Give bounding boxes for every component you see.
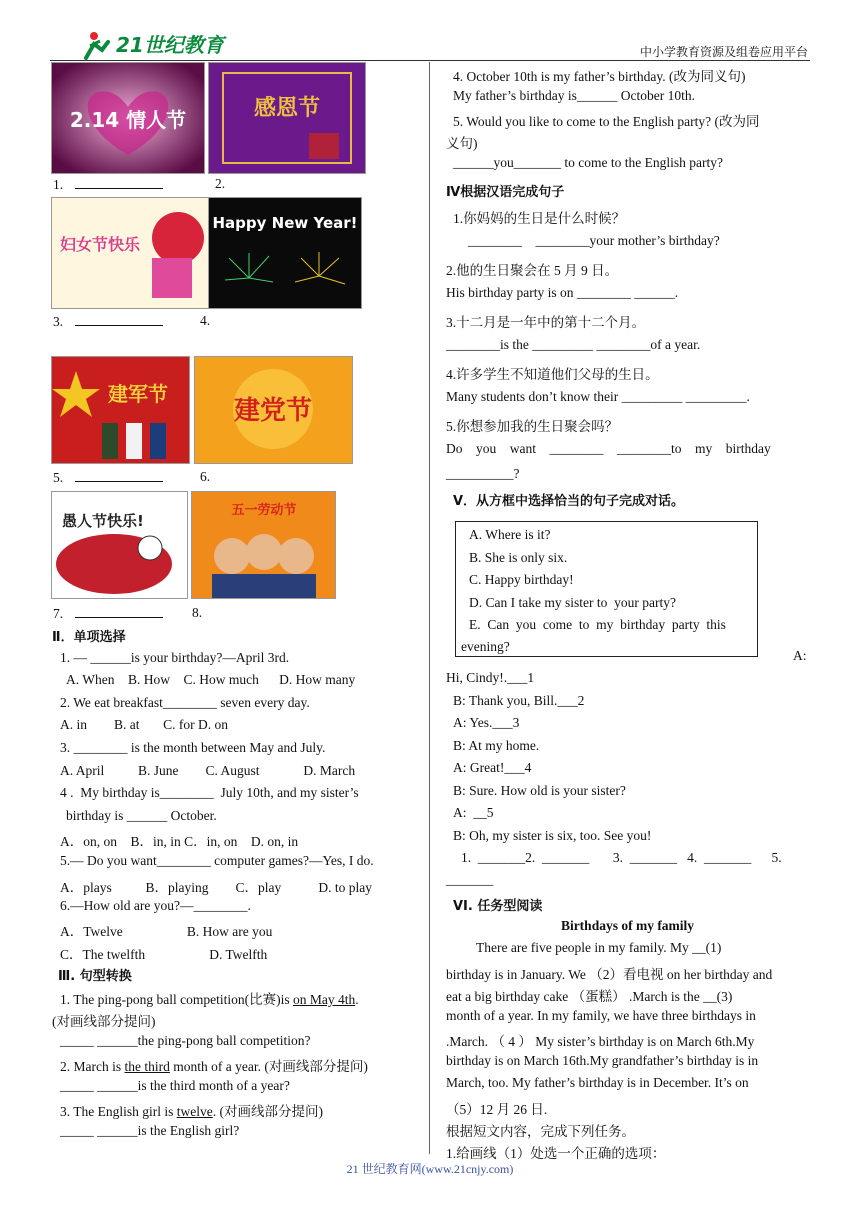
option-e-cont: evening? bbox=[461, 639, 510, 654]
dialog-line-5: A: Great!___4 bbox=[453, 760, 532, 775]
svg-text:2.14 情人节: 2.14 情人节 bbox=[69, 108, 187, 132]
picture-caption-8: 8. bbox=[192, 605, 203, 620]
q2-1: 1. — ______is your birthday?—April 3rd. bbox=[60, 650, 290, 665]
passage-line-3: eat a big birthday cake （蛋糕） .March is the __(3) bbox=[446, 989, 733, 1004]
q2-5: 5.— Do you want________ computer games?—Yes, I do. bbox=[60, 853, 374, 868]
task-1: 1.给画线（1）处选一个正确的选项： bbox=[446, 1146, 666, 1161]
picture-army-day bbox=[51, 356, 190, 464]
q2-3-options: A. April B. June C. August D. March bbox=[60, 763, 356, 778]
column-divider bbox=[429, 62, 430, 1154]
q4-2-answer: His birthday party is on ________ ______. bbox=[446, 285, 679, 300]
picture-caption-5: 5. bbox=[53, 469, 163, 486]
svg-text:愚人节快乐!: 愚人节快乐! bbox=[62, 512, 144, 530]
dialog-line-4: B: At my home. bbox=[453, 738, 540, 753]
q2-2: 2. We eat breakfast________ seven every day. bbox=[60, 695, 310, 710]
q3-1-hint: (对画线部分提问) bbox=[52, 1014, 156, 1029]
q2-1-options: A. When B. How C. How much D. How many bbox=[66, 672, 356, 687]
section2-title: Ⅱ．单项选择 bbox=[52, 630, 126, 645]
q4-4-answer: Many students don’t know their _________ _________. bbox=[446, 389, 750, 404]
dialog-line-0: A: bbox=[793, 648, 807, 663]
picture-caption-3: 3. bbox=[53, 313, 163, 330]
q2-6-options-2: C．The twelfth D. Twelfth bbox=[60, 947, 268, 962]
runner-icon bbox=[86, 32, 108, 58]
dialog-line-7: A: __5 bbox=[453, 805, 494, 820]
q4-3: 3.十二月是一年中的第十二个月。 bbox=[446, 315, 646, 330]
q3-4: 4. October 10th is my father’s birthday. (改为同义句) bbox=[453, 69, 746, 84]
picture-caption-2: 2. bbox=[215, 176, 226, 191]
q2-6: 6.—How old are you?—________. bbox=[60, 898, 251, 913]
option-c: C. Happy birthday! bbox=[469, 572, 574, 587]
passage-line-1: There are five people in my family. My __(1) bbox=[476, 940, 722, 955]
q3-5-cont: 义句) bbox=[446, 136, 478, 151]
section4-title: Ⅳ根据汉语完成句子 bbox=[446, 185, 565, 200]
answer-blanks: 1. _______2. _______ 3. _______ 4. _______ 5. bbox=[461, 850, 782, 865]
section3-title: Ⅲ. 句型转换 bbox=[58, 969, 132, 984]
passage-line-2: birthday is in January. We （2）看电视 on her birthday and bbox=[446, 967, 773, 982]
svg-text:五一劳动节: 五一劳动节 bbox=[231, 503, 297, 518]
svg-text:21世纪教育: 21世纪教育 bbox=[116, 33, 224, 57]
platform-name: 中小学教育资源及组卷应用平台 bbox=[639, 45, 808, 59]
option-b: B. She is only six. bbox=[469, 550, 568, 565]
q3-5: 5. Would you like to come to the English party? (改为同 bbox=[453, 114, 760, 129]
q2-6-options-1: A．Twelve B. How are you bbox=[60, 924, 273, 939]
q4-1-answer: ________ ________your mother’s birthday? bbox=[468, 233, 720, 248]
q3-3-answer: _____ ______is the English girl? bbox=[60, 1123, 240, 1138]
site-logo bbox=[80, 28, 240, 62]
picture-april-fools bbox=[51, 491, 188, 599]
section5-title: Ⅴ．从方框中选择恰当的句子完成对话。 bbox=[453, 494, 685, 509]
q3-4-answer: My father’s birthday is______ October 10th. bbox=[453, 88, 695, 103]
picture-caption-1: 1. bbox=[53, 176, 163, 193]
q3-2-answer: _____ ______is the third month of a year? bbox=[60, 1078, 290, 1093]
q4-4: 4.许多学生不知道他们父母的生日。 bbox=[446, 367, 659, 382]
passage-line-7: March, too. My father’s birthday is in December. It’s on bbox=[446, 1075, 749, 1090]
dialog-line-8: B: Oh, my sister is six, too. See you! bbox=[453, 828, 652, 843]
svg-text:感恩节: 感恩节 bbox=[253, 96, 321, 121]
svg-text:建党节: 建党节 bbox=[233, 396, 313, 426]
q2-4-cont: birthday is ______ October. bbox=[66, 808, 217, 823]
passage-line-5: .March. （ 4 ） My sister’s birthday is on March 6th.My bbox=[446, 1034, 755, 1049]
picture-labor-day bbox=[191, 491, 336, 599]
passage-line-8: （5）12 月 26 日. bbox=[446, 1102, 548, 1117]
svg-text:建军节: 建军节 bbox=[108, 382, 168, 406]
picture-caption-7: 7. bbox=[53, 605, 163, 622]
picture-caption-4: 4. bbox=[200, 313, 211, 328]
section6-title: VI. 任务型阅读 bbox=[453, 899, 543, 914]
option-d: D. Can I take my sister to your party? bbox=[469, 595, 676, 610]
q4-5: 5.你想参加我的生日聚会吗？ bbox=[446, 419, 619, 434]
page-footer: 21 世纪教育网(www.21cnjy.com) bbox=[346, 1162, 514, 1176]
q2-4-options: A．on, on B．in, in C．in, on D. on, in bbox=[60, 834, 299, 849]
dialog-line-3: A: Yes.___3 bbox=[453, 715, 520, 730]
picture-thanksgiving bbox=[208, 62, 366, 174]
q2-5-options: A．plays B．playing C．play D. to play bbox=[60, 880, 372, 895]
q4-1: 1.你妈妈的生日是什么时候？ bbox=[453, 211, 626, 226]
q3-2: 2. March is the third month of a year. (对画线部分提问) bbox=[60, 1059, 368, 1074]
dialog-line-2: B: Thank you, Bill.___2 bbox=[453, 693, 585, 708]
q3-3: 3. The English girl is twelve. (对画线部分提问) bbox=[60, 1104, 323, 1119]
q2-2-options: A. in B. at C. for D. on bbox=[60, 717, 228, 732]
svg-text:Happy New Year!: Happy New Year! bbox=[212, 214, 358, 232]
q3-5-answer: ______you_______ to come to the English party? bbox=[453, 155, 723, 170]
dialog-line-1: Hi, Cindy!.___1 bbox=[446, 670, 535, 685]
q3-1-answer: _____ ______the ping-pong ball competition? bbox=[60, 1033, 311, 1048]
q4-5-answer: Do you want ________ ________to my birthday bbox=[446, 441, 771, 456]
svg-text:妇女节快乐: 妇女节快乐 bbox=[60, 235, 141, 254]
picture-womens-day bbox=[51, 197, 210, 309]
q4-3-answer: ________is the _________ ________of a year. bbox=[446, 337, 701, 352]
passage-line-6: birthday is on March 16th.My grandfather’s birthday is in bbox=[446, 1053, 759, 1068]
passage-title: Birthdays of my family bbox=[560, 918, 695, 933]
task-intro: 根据短文内容，完成下列任务。 bbox=[446, 1124, 635, 1139]
picture-new-year bbox=[208, 197, 362, 309]
q4-5-answer-cont: __________? bbox=[446, 466, 520, 481]
option-a: A. Where is it? bbox=[469, 527, 551, 542]
q3-1: 1. The ping-pong ball competition(比赛)is on May 4th. bbox=[60, 992, 359, 1007]
dialog-line-6: B: Sure. How old is your sister? bbox=[453, 783, 626, 798]
q2-4: 4 . My birthday is________ July 10th, and my sister’s bbox=[60, 785, 359, 800]
q4-2: 2.他的生日聚会在 5 月 9 日。 bbox=[446, 263, 619, 278]
q2-3: 3. ________ is the month between May and July. bbox=[60, 740, 326, 755]
picture-valentines bbox=[51, 62, 205, 174]
passage-line-4: month of a year. In my family, we have three birthdays in bbox=[446, 1008, 756, 1023]
answer-blanks-cont: _______ bbox=[446, 872, 494, 887]
picture-party-day bbox=[194, 356, 353, 464]
header-divider bbox=[50, 60, 810, 61]
option-e: E. Can you come to my birthday party this bbox=[469, 617, 726, 632]
picture-caption-6: 6. bbox=[200, 469, 211, 484]
